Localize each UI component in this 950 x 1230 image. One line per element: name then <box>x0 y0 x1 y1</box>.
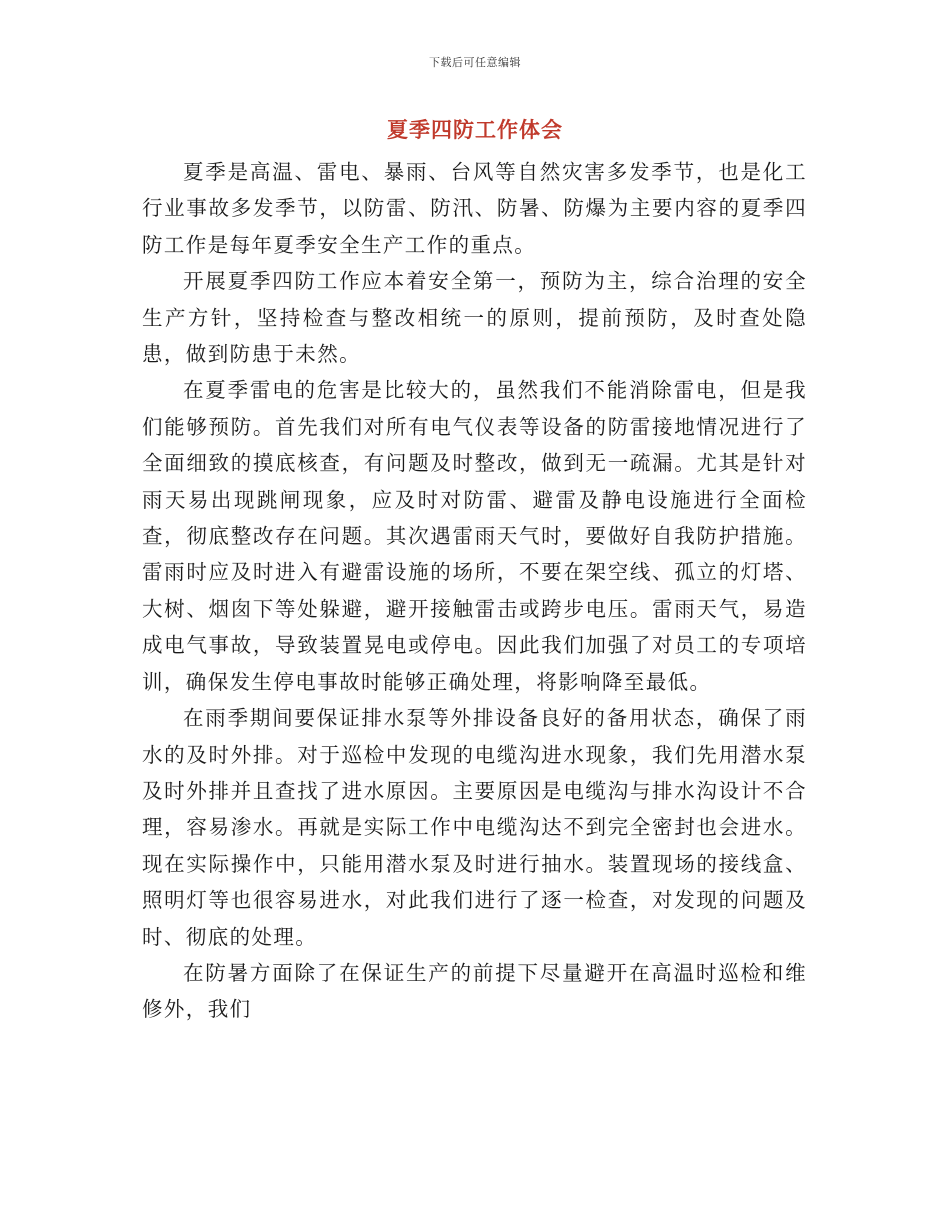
paragraph: 夏季是高温、雷电、暴雨、台风等自然灾害多发季节，也是化工行业事故多发季节，以防雷、防汛、防暑、防爆为主要内容的夏季四防工作是每年夏季安全生产工作的重点。 <box>142 160 807 257</box>
header-note: 下载后可任意编辑 <box>429 56 521 69</box>
paragraph: 在防暑方面除了在保证生产的前提下尽量避开在高温时巡检和维修外，我们 <box>142 960 807 1022</box>
paragraph: 开展夏季四防工作应本着安全第一，预防为主，综合治理的安全生产方针，坚持检查与整改相统一的原则，提前预防，及时查处隐患，做到防患于未然。 <box>142 269 807 367</box>
paragraph: 在夏季雷电的危害是比较大的，虽然我们不能消除雷电，但是我们能够预防。首先我们对所有电气仪表等设备的防雷接地情况进行了全面细致的摸底核查，有问题及时整改，做到无一疏漏。尤其是针对雨天易出现跳闸现象，应及时对防雷、避雷及静电设施进行全面检查，彻底整改存在问题。其次遇雷雨天气时，要做好自我防护措施。雷雨时应及时进入有避雷设施的场所，不要在架空线、孤立的灯塔、大树、烟囱下等处躲避，避开接触雷击或跨步电压。雷雨天气，易造成电气事故，导致装置晃电或停电。因此我们加强了对员工的专项培训，确保发生停电事故时能够正确处理，将影响降至最低。 <box>142 378 807 694</box>
document-title: 夏季四防工作体会 <box>387 117 563 142</box>
document-body <box>142 154 807 1028</box>
paragraph: 在雨季期间要保证排水泵等外排设备良好的备用状态，确保了雨水的及时外排。对于巡检中发现的电缆沟进水现象，我们先用潜水泵及时外排并且查找了进水原因。主要原因是电缆沟与排水沟设计不合理，容易渗水。再就是实际工作中电缆沟达不到完全密封也会进水。现在实际操作中，只能用潜水泵及时进行抽水。装置现场的接线盒、照明灯等也很容易进水，对此我们进行了逐一检查，对发现的问题及时、彻底的处理。 <box>142 706 807 949</box>
